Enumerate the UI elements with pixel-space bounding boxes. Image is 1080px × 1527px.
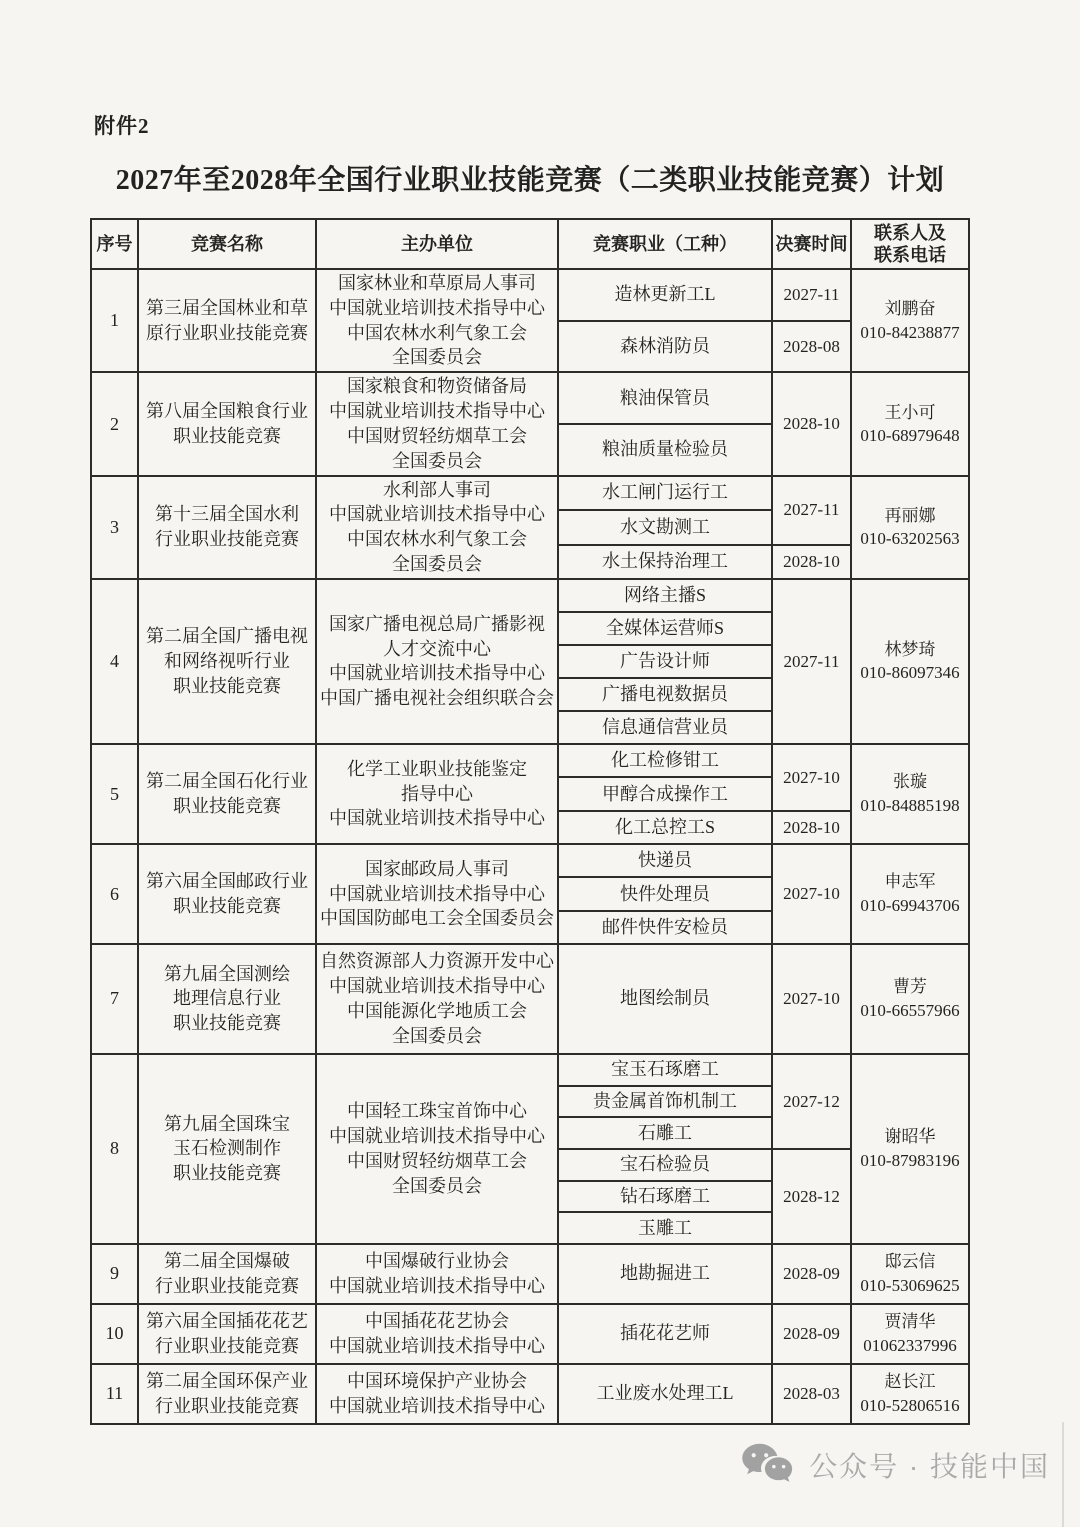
cell-occupation: 化工检修钳工 xyxy=(558,744,772,777)
cell-contact: 贾清华 01062337996 xyxy=(851,1304,969,1364)
column-header: 序号 xyxy=(91,219,138,269)
cell-occupation: 宝玉石琢磨工 xyxy=(558,1054,772,1086)
cell-no: 8 xyxy=(91,1054,138,1244)
cell-host-org: 中国爆破行业协会 中国就业培训技术指导中心 xyxy=(316,1244,558,1304)
cell-contact: 林梦琦 010-86097346 xyxy=(851,579,969,744)
cell-competition-name: 第三届全国林业和草 原行业职业技能竞赛 xyxy=(138,269,316,372)
cell-occupation: 玉雕工 xyxy=(558,1212,772,1244)
cell-occupation: 石雕工 xyxy=(558,1117,772,1149)
cell-final-time: 2028-10 xyxy=(772,545,851,579)
table-row xyxy=(91,269,969,321)
column-header: 决赛时间 xyxy=(772,219,851,269)
cell-occupation: 广告设计师 xyxy=(558,645,772,678)
table-header-row xyxy=(91,219,969,269)
cell-final-time: 2027-11 xyxy=(772,476,851,545)
cell-contact: 邸云信 010-53069625 xyxy=(851,1244,969,1304)
cell-host-org: 中国轻工珠宝首饰中心 中国就业培训技术指导中心 中国财贸轻纺烟草工会 全国委员会 xyxy=(316,1054,558,1244)
table-row xyxy=(91,1364,969,1424)
table-row xyxy=(91,844,969,877)
footer-text: 公众号 · 技能中国 xyxy=(809,1451,1050,1482)
cell-no: 7 xyxy=(91,944,138,1054)
cell-occupation: 甲醇合成操作工 xyxy=(558,777,772,810)
attachment-label: 附件2 xyxy=(94,114,150,138)
cell-occupation: 水文勘测工 xyxy=(558,510,772,544)
cell-no: 2 xyxy=(91,372,138,475)
table-row xyxy=(91,1304,969,1364)
competition-table xyxy=(90,218,970,1425)
cell-contact: 王小可 010-68979648 xyxy=(851,372,969,475)
cell-competition-name: 第六届全国插花花艺 行业职业技能竞赛 xyxy=(138,1304,316,1364)
cell-occupation: 信息通信营业员 xyxy=(558,711,772,744)
cell-occupation: 快件处理员 xyxy=(558,877,772,910)
cell-final-time: 2027-11 xyxy=(772,579,851,744)
column-header: 竞赛名称 xyxy=(138,219,316,269)
cell-occupation: 地图绘制员 xyxy=(558,944,772,1054)
cell-competition-name: 第九届全国测绘 地理信息行业 职业技能竞赛 xyxy=(138,944,316,1054)
cell-no: 3 xyxy=(91,476,138,579)
cell-final-time: 2027-11 xyxy=(772,269,851,321)
cell-competition-name: 第八届全国粮食行业 职业技能竞赛 xyxy=(138,372,316,475)
cell-contact: 谢昭华 010-87983196 xyxy=(851,1054,969,1244)
table-row xyxy=(91,579,969,612)
cell-occupation: 宝石检验员 xyxy=(558,1149,772,1181)
column-header: 主办单位 xyxy=(316,219,558,269)
cell-occupation: 森林消防员 xyxy=(558,321,772,373)
cell-no: 1 xyxy=(91,269,138,372)
table-row xyxy=(91,1054,969,1086)
cell-host-org: 自然资源部人力资源开发中心 中国就业培训技术指导中心 中国能源化学地质工会 全国委员会 xyxy=(316,944,558,1054)
cell-occupation: 钻石琢磨工 xyxy=(558,1181,772,1213)
cell-occupation: 贵金属首饰机制工 xyxy=(558,1086,772,1118)
scan-edge-line xyxy=(1062,1422,1064,1527)
cell-contact: 赵长江 010-52806516 xyxy=(851,1364,969,1424)
cell-competition-name: 第六届全国邮政行业 职业技能竞赛 xyxy=(138,844,316,944)
column-header: 联系人及 联系电话 xyxy=(851,219,969,269)
cell-occupation: 广播电视数据员 xyxy=(558,678,772,711)
cell-host-org: 中国插花花艺协会 中国就业培训技术指导中心 xyxy=(316,1304,558,1364)
cell-contact: 曹芳 010-66557966 xyxy=(851,944,969,1054)
cell-competition-name: 第二届全国环保产业 行业职业技能竞赛 xyxy=(138,1364,316,1424)
cell-occupation: 邮件快件安检员 xyxy=(558,911,772,944)
cell-occupation: 粮油质量检验员 xyxy=(558,424,772,476)
table-body xyxy=(91,269,969,1424)
cell-occupation: 全媒体运营师S xyxy=(558,612,772,645)
cell-final-time: 2028-10 xyxy=(772,811,851,844)
footer xyxy=(740,1442,1050,1488)
cell-competition-name: 第二届全国广播电视 和网络视听行业 职业技能竞赛 xyxy=(138,579,316,744)
cell-competition-name: 第二届全国石化行业 职业技能竞赛 xyxy=(138,744,316,844)
cell-competition-name: 第九届全国珠宝 玉石检测制作 职业技能竞赛 xyxy=(138,1054,316,1244)
cell-occupation: 水工闸门运行工 xyxy=(558,476,772,510)
cell-no: 11 xyxy=(91,1364,138,1424)
cell-host-org: 中国环境保护产业协会 中国就业培训技术指导中心 xyxy=(316,1364,558,1424)
cell-host-org: 国家广播电视总局广播影视 人才交流中心 中国就业培训技术指导中心 中国广播电视社会组织联合会 xyxy=(316,579,558,744)
cell-final-time: 2028-10 xyxy=(772,372,851,475)
cell-host-org: 化学工业职业技能鉴定 指导中心 中国就业培训技术指导中心 xyxy=(316,744,558,844)
table-row xyxy=(91,1244,969,1304)
cell-final-time: 2027-10 xyxy=(772,844,851,944)
cell-occupation: 网络主播S xyxy=(558,579,772,612)
cell-occupation: 地勘掘进工 xyxy=(558,1244,772,1304)
cell-host-org: 国家邮政局人事司 中国就业培训技术指导中心 中国国防邮电工会全国委员会 xyxy=(316,844,558,944)
table-row xyxy=(91,372,969,424)
cell-final-time: 2027-10 xyxy=(772,944,851,1054)
cell-host-org: 国家林业和草原局人事司 中国就业培训技术指导中心 中国农林水利气象工会 全国委员会 xyxy=(316,269,558,372)
cell-competition-name: 第十三届全国水利 行业职业技能竞赛 xyxy=(138,476,316,579)
cell-occupation: 快递员 xyxy=(558,844,772,877)
wechat-icon xyxy=(740,1442,794,1488)
cell-contact: 张璇 010-84885198 xyxy=(851,744,969,844)
column-header: 竞赛职业（工种） xyxy=(558,219,772,269)
cell-host-org: 水利部人事司 中国就业培训技术指导中心 中国农林水利气象工会 全国委员会 xyxy=(316,476,558,579)
cell-final-time: 2027-12 xyxy=(772,1054,851,1149)
cell-competition-name: 第二届全国爆破 行业职业技能竞赛 xyxy=(138,1244,316,1304)
page-title: 2027年至2028年全国行业职业技能竞赛（二类职业技能竞赛）计划 xyxy=(115,165,945,196)
cell-occupation: 造林更新工L xyxy=(558,269,772,321)
cell-no: 6 xyxy=(91,844,138,944)
cell-final-time: 2028-03 xyxy=(772,1364,851,1424)
cell-no: 10 xyxy=(91,1304,138,1364)
cell-final-time: 2028-08 xyxy=(772,321,851,373)
cell-no: 9 xyxy=(91,1244,138,1304)
cell-occupation: 化工总控工S xyxy=(558,811,772,844)
cell-final-time: 2028-09 xyxy=(772,1304,851,1364)
cell-no: 4 xyxy=(91,579,138,744)
cell-final-time: 2027-10 xyxy=(772,744,851,811)
cell-final-time: 2028-12 xyxy=(772,1149,851,1244)
cell-occupation: 水土保持治理工 xyxy=(558,545,772,579)
cell-occupation: 工业废水处理工L xyxy=(558,1364,772,1424)
cell-final-time: 2028-09 xyxy=(772,1244,851,1304)
cell-no: 5 xyxy=(91,744,138,844)
table-row xyxy=(91,944,969,1054)
cell-contact: 再丽娜 010-63202563 xyxy=(851,476,969,579)
cell-occupation: 粮油保管员 xyxy=(558,372,772,424)
cell-host-org: 国家粮食和物资储备局 中国就业培训技术指导中心 中国财贸轻纺烟草工会 全国委员会 xyxy=(316,372,558,475)
table-row xyxy=(91,744,969,777)
cell-contact: 刘鹏奋 010-84238877 xyxy=(851,269,969,372)
table-row xyxy=(91,476,969,510)
cell-contact: 申志军 010-69943706 xyxy=(851,844,969,944)
cell-occupation: 插花花艺师 xyxy=(558,1304,772,1364)
